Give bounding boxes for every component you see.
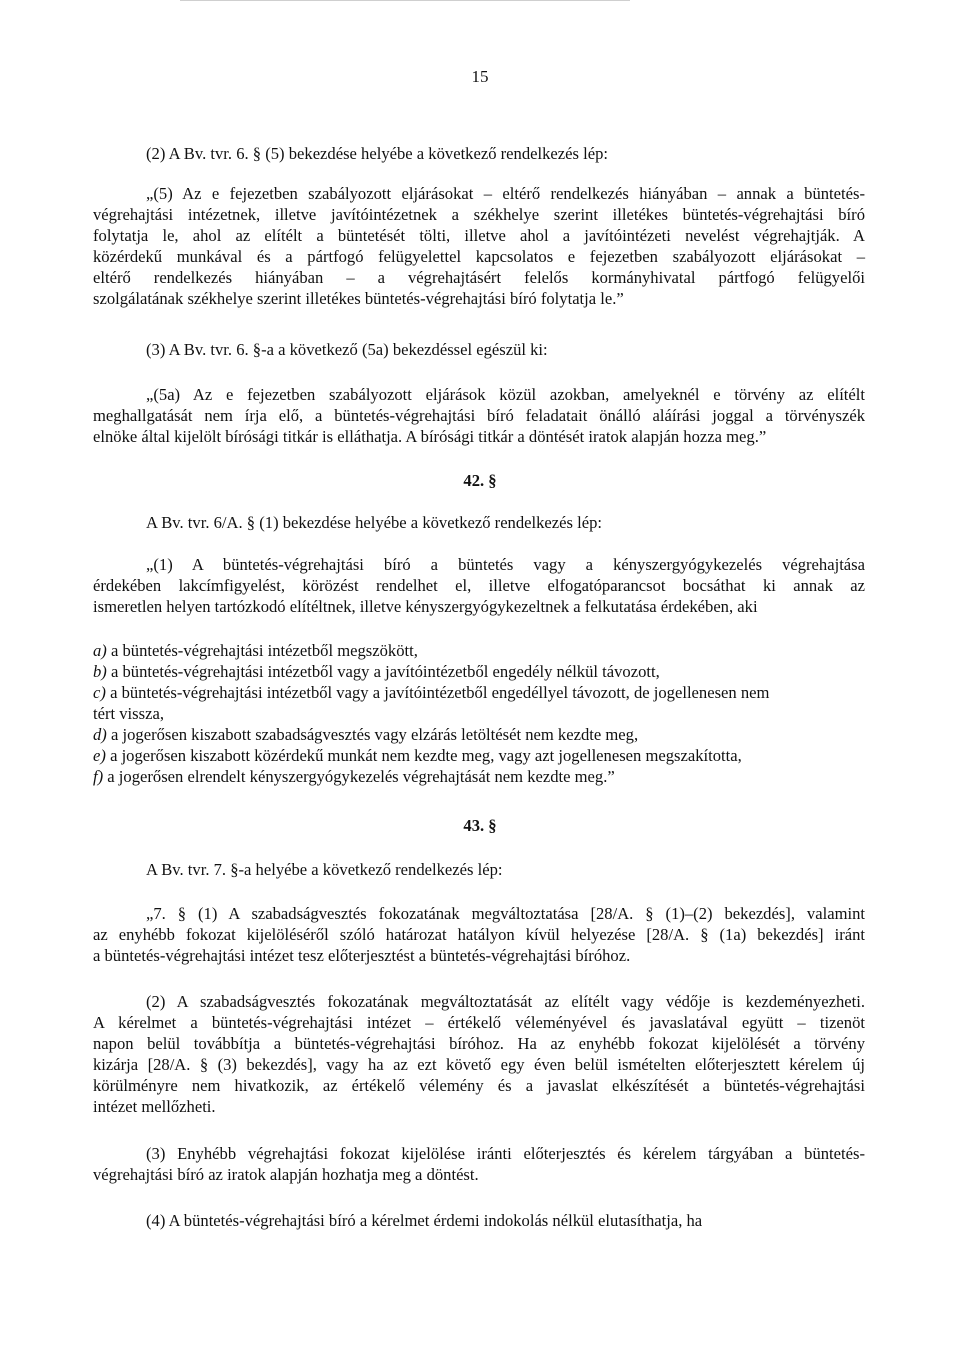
intro-paragraph-2: (2) A Bv. tvr. 6. § (5) bekezdése helyébe a következő rendelkezés lép: — [146, 144, 608, 163]
list-item — [93, 724, 865, 745]
text-line: (2) A szabadságvesztés fokozatának megváltoztatását az elítélt vagy védője is kezdeményezheti. — [146, 992, 865, 1011]
quoted-paragraph-5 — [93, 183, 865, 309]
text-line: körülményre nem hivatkozik, az értékelő vélemény és a javaslat elkészítését a büntetés-végrehajtási — [93, 1076, 865, 1095]
list-text: a büntetés-végrehajtási intézetből vagy a javítóintézetből engedély nélkül távozott, — [110, 662, 660, 681]
text-line: meghallgatását nem írja elő, a büntetés-végrehajtási bíró feladatait önálló aláírási joggal a törvényszék — [93, 406, 865, 425]
list-item-continuation: tért vissza, — [93, 704, 164, 723]
list-item — [93, 661, 865, 682]
quoted-paragraph-1 — [93, 554, 865, 617]
section-heading-42: 42. § — [463, 471, 497, 490]
text-line: a büntetés-végrehajtási intézet tesz előterjesztést a büntetés-végrehajtási bíróhoz. — [93, 946, 631, 965]
list-label: b) — [93, 662, 107, 681]
list-label: d) — [93, 725, 107, 744]
quoted-paragraph-5a — [93, 384, 865, 447]
list-item — [93, 640, 865, 661]
list-item — [93, 745, 865, 766]
section-heading-43: 43. § — [463, 816, 497, 835]
text-line: közérdekű munkával és a pártfogó felügyelettel kapcsolatos e fejezetben szabályozott eljárásokat – — [93, 247, 865, 266]
list-item — [93, 682, 865, 703]
list-label: e) — [93, 746, 106, 765]
text-line: elnöke által kijelölt bírósági titkár is elláthatja. A bírósági titkár a döntését iratok alapján hozza meg.” — [93, 427, 767, 446]
text-line: végrehajtási bíró az iratok alapján hozhatja meg a döntést. — [93, 1165, 479, 1184]
list-label: c) — [93, 683, 106, 702]
paragraph-7-4: (4) A büntetés-végrehajtási bíró a kérelmet érdemi indokolás nélkül elutasíthatja, ha — [146, 1211, 703, 1230]
list-label: f) — [93, 767, 104, 786]
text-line: „(5) Az e fejezetben szabályozott eljárásokat – eltérő rendelkezés hiányában – annak a büntetés- — [146, 184, 865, 203]
text-line: eltérő rendelkezés hiányában – a végrehajtásért felelős kormányhivatal pártfogó felügyelői — [93, 268, 865, 287]
text-line: kizárja [28/A. § (3) bekezdés], vagy ha az ezt követő egy éven belül ismételten előterjesztett kérelem új — [93, 1055, 865, 1074]
list-text: a jogerősen elrendelt kényszergyógykezelés végrehajtását nem kezdte meg.” — [107, 767, 615, 786]
paragraph-7-3 — [93, 1143, 865, 1185]
list-text: a jogerősen kiszabott közérdekű munkát nem kezdte meg, vagy azt jogellenesen megszakította, — [110, 746, 742, 765]
conditions-list — [93, 640, 865, 787]
text-line: érdekében lakcímfigyelést, körözést rendelhet el, illetve elfogatóparancsot bocsáthat ki annak az — [93, 576, 865, 595]
list-text: a jogerősen kiszabott szabadságvesztés vagy elzárás letöltését nem kezdte meg, — [110, 725, 639, 744]
text-line: A kérelmet a büntetés-végrehajtási intézet – értékelő véleményével és javaslatával együtt – tizenöt — [93, 1013, 865, 1032]
text-line: folytatja le, ahol az elítélt a büntetését tölti, illetve ahol a javítóintézeti nevelést végrehajtják. A — [93, 226, 865, 245]
text-line: az enyhébb fokozat kijelöléséről szóló határozat hatályon kívül helyezése [28/A. § (1a) bekezdés] iránt — [93, 925, 865, 944]
scan-edge-line — [180, 0, 630, 1]
text-line: intézet mellőzheti. — [93, 1097, 216, 1116]
text-line: „(5a) Az e fejezetben szabályozott eljárások közül azokban, amelyeknél e törvény az elítélt — [146, 385, 865, 404]
text-line: szolgálatának székhelye szerint illetékes büntetés-végrehajtási bíró folytatja le.” — [93, 289, 624, 308]
paragraph-7-2 — [93, 991, 865, 1117]
list-label: a) — [93, 641, 107, 660]
text-line: végrehajtási intézetnek, illetve javítóintézetnek a székhelye szerint illetékes büntetés-végrehajtási bíró — [93, 205, 865, 224]
intro-paragraph-3: (3) A Bv. tvr. 6. §-a a következő (5a) bekezdéssel egészül ki: — [146, 340, 548, 359]
list-item — [93, 766, 865, 787]
text-line: (3) Enyhébb végrehajtási fokozat kijelölése iránti előterjesztés és kérelem tárgyában a büntetés- — [146, 1144, 865, 1163]
list-text: a büntetés-végrehajtási intézetből vagy a javítóintézetből engedéllyel távozott, de jogellenesen nem — [110, 683, 770, 702]
text-line: „(1) A büntetés-végrehajtási bíró a büntetés vagy a kényszergyógykezelés végrehajtása — [146, 555, 865, 574]
intro-paragraph-7: A Bv. tvr. 7. §-a helyébe a következő rendelkezés lép: — [146, 860, 503, 879]
intro-paragraph-6a: A Bv. tvr. 6/A. § (1) bekezdése helyébe a következő rendelkezés lép: — [146, 513, 603, 532]
text-line: ismeretlen helyen tartózkodó elítéltnek, illetve kényszergyógykezeltnek a felkutatása érdekében, aki — [93, 597, 758, 616]
quoted-paragraph-7-1 — [93, 903, 865, 966]
list-text: a büntetés-végrehajtási intézetből megszökött, — [110, 641, 418, 660]
text-line: „7. § (1) A szabadságvesztés fokozatának megváltoztatása [28/A. § (1)–(2) bekezdés], valamint — [146, 904, 865, 923]
page-number: 15 — [471, 67, 489, 86]
text-line: napon belül továbbítja a büntetés-végrehajtási bíróhoz. Ha az enyhébb fokozat kijelölését a törvény — [93, 1034, 865, 1053]
